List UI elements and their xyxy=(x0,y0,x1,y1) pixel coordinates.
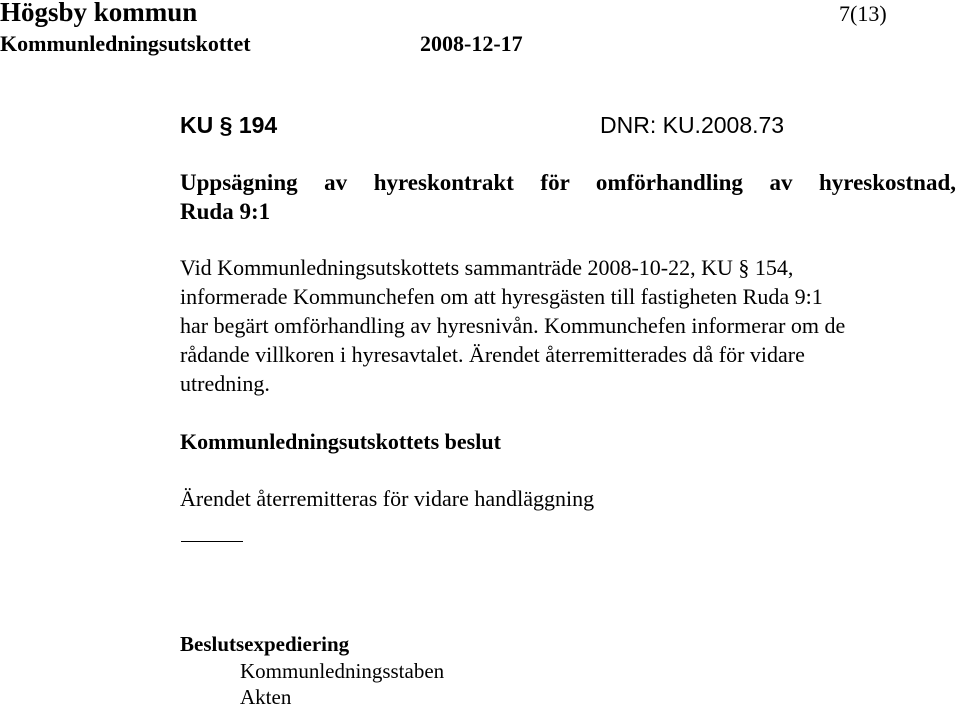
body-line: har begärt omförhandling av hyresnivån. Kommunchefen informerar om de xyxy=(180,313,846,338)
distribution-recipient: Kommunledningsstaben xyxy=(240,659,445,683)
committee-name: Kommunledningsutskottet xyxy=(0,31,251,56)
meeting-date: 2008-12-17 xyxy=(420,31,523,56)
decision-heading: Kommunledningsutskottets beslut xyxy=(180,429,501,454)
body-line: rådande villkoren i hyresavtalet. Ärendet återremitterades då för vidare xyxy=(180,342,805,367)
body-line: Vid Kommunledningsutskottets sammanträde 2008-10-22, KU § 154, xyxy=(180,255,794,280)
decision-text: Ärendet återremitteras för vidare handläggning xyxy=(180,486,595,511)
page-number: 7(13) xyxy=(839,1,887,26)
case-title-line: Uppsägning av hyreskontrakt för omförhandling av hyreskostnad, xyxy=(180,170,956,195)
decision-underline xyxy=(181,541,243,542)
case-id xyxy=(180,111,277,139)
case-title-line: Ruda 9:1 xyxy=(180,199,271,224)
body-line: utredning. xyxy=(180,371,270,396)
case-body xyxy=(180,253,960,398)
case-title xyxy=(180,168,960,226)
diary-number: DNR: KU.2008.73 xyxy=(600,112,785,138)
case-number: 194 xyxy=(238,112,278,138)
section-symbol: § xyxy=(219,112,233,138)
case-prefix: KU xyxy=(180,112,214,138)
distribution-heading: Beslutsexpediering xyxy=(180,632,350,656)
organization-name: Högsby kommun xyxy=(0,0,198,27)
body-line: informerade Kommunchefen om att hyresgästen till fastigheten Ruda 9:1 xyxy=(180,284,823,309)
distribution-recipient: Akten xyxy=(240,685,292,709)
